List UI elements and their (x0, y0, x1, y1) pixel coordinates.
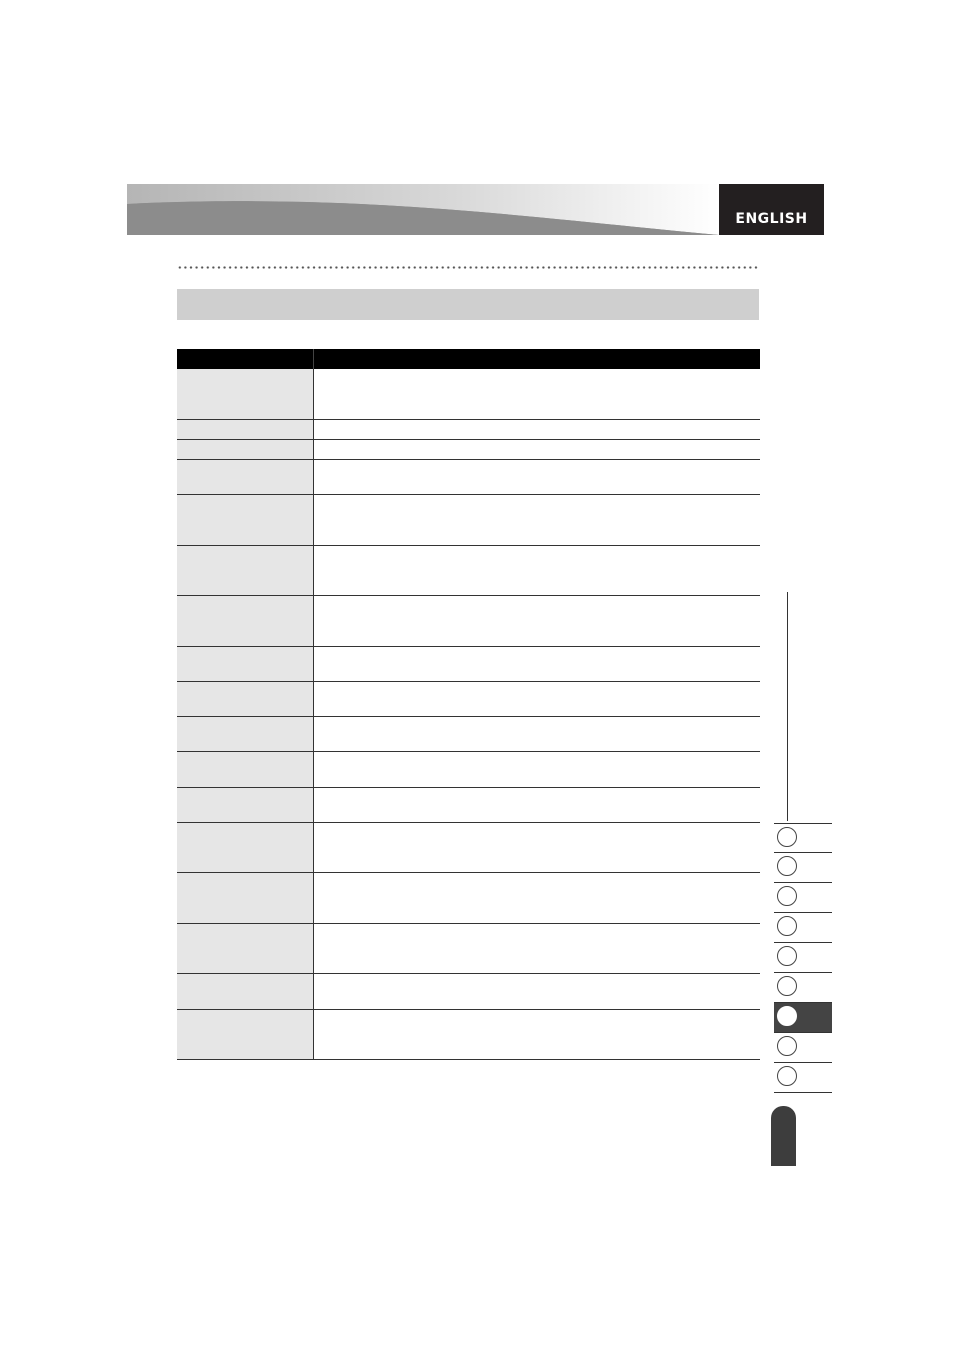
chapter-circle-icon (777, 1066, 797, 1086)
chapter-nav-item[interactable] (774, 823, 832, 853)
table-row (177, 646, 760, 681)
row-label (177, 973, 313, 1009)
row-value (313, 646, 760, 681)
chapter-circle-icon (777, 1006, 797, 1026)
page-number-tab (771, 1106, 796, 1166)
chapter-nav-item[interactable] (774, 913, 832, 943)
row-label (177, 439, 313, 459)
chapter-nav-item[interactable] (774, 943, 832, 973)
row-value (313, 923, 760, 973)
row-label (177, 369, 313, 419)
row-label (177, 751, 313, 787)
table-header-cell (177, 349, 313, 369)
chapter-circle-icon (777, 827, 797, 847)
table-row (177, 494, 760, 545)
row-label (177, 822, 313, 872)
row-value (313, 439, 760, 459)
table-row (177, 595, 760, 646)
chapter-nav-item[interactable] (774, 853, 832, 883)
chapter-circle-icon (777, 946, 797, 966)
row-value (313, 822, 760, 872)
row-label (177, 1009, 313, 1059)
table-row (177, 545, 760, 595)
row-label (177, 716, 313, 751)
chapter-nav-item[interactable] (774, 1033, 832, 1063)
row-label (177, 923, 313, 973)
row-value (313, 459, 760, 494)
row-value (313, 751, 760, 787)
chapter-nav-line (787, 592, 788, 821)
row-value (313, 369, 760, 419)
language-tab: ENGLISH (719, 184, 824, 235)
header-swoosh-graphic (127, 184, 719, 235)
row-label (177, 595, 313, 646)
row-value (313, 681, 760, 716)
chapter-nav-item[interactable] (774, 883, 832, 913)
row-label (177, 459, 313, 494)
chapter-nav (774, 823, 832, 1093)
row-label (177, 419, 313, 439)
table-row (177, 716, 760, 751)
dotted-divider (177, 266, 760, 269)
row-value (313, 494, 760, 545)
chapter-nav-item-active[interactable] (774, 1003, 832, 1033)
chapter-circle-icon (777, 886, 797, 906)
row-value (313, 872, 760, 923)
table-row (177, 751, 760, 787)
chapter-nav-item[interactable] (774, 973, 832, 1003)
table-row (177, 369, 760, 419)
row-label (177, 681, 313, 716)
chapter-nav-item[interactable] (774, 1063, 832, 1093)
chapter-circle-icon (777, 1036, 797, 1056)
row-value (313, 595, 760, 646)
row-label (177, 545, 313, 595)
chapter-circle-icon (777, 856, 797, 876)
row-value (313, 545, 760, 595)
table-row (177, 419, 760, 439)
table-header-row (177, 349, 760, 369)
row-value (313, 973, 760, 1009)
row-value (313, 419, 760, 439)
table-row (177, 787, 760, 822)
row-value (313, 716, 760, 751)
table-row (177, 681, 760, 716)
table-row (177, 872, 760, 923)
chapter-circle-icon (777, 976, 797, 996)
table-row (177, 439, 760, 459)
table-row (177, 973, 760, 1009)
row-label (177, 787, 313, 822)
section-heading-bar (177, 289, 759, 320)
chapter-circle-icon (777, 916, 797, 936)
table-row (177, 1009, 760, 1059)
row-label (177, 646, 313, 681)
table-row (177, 822, 760, 872)
row-label (177, 872, 313, 923)
table-header-cell (313, 349, 760, 369)
row-value (313, 1009, 760, 1059)
table-row (177, 459, 760, 494)
header-band (127, 184, 719, 235)
row-label (177, 494, 313, 545)
table-row (177, 923, 760, 973)
specification-table (177, 349, 760, 1060)
row-value (313, 787, 760, 822)
